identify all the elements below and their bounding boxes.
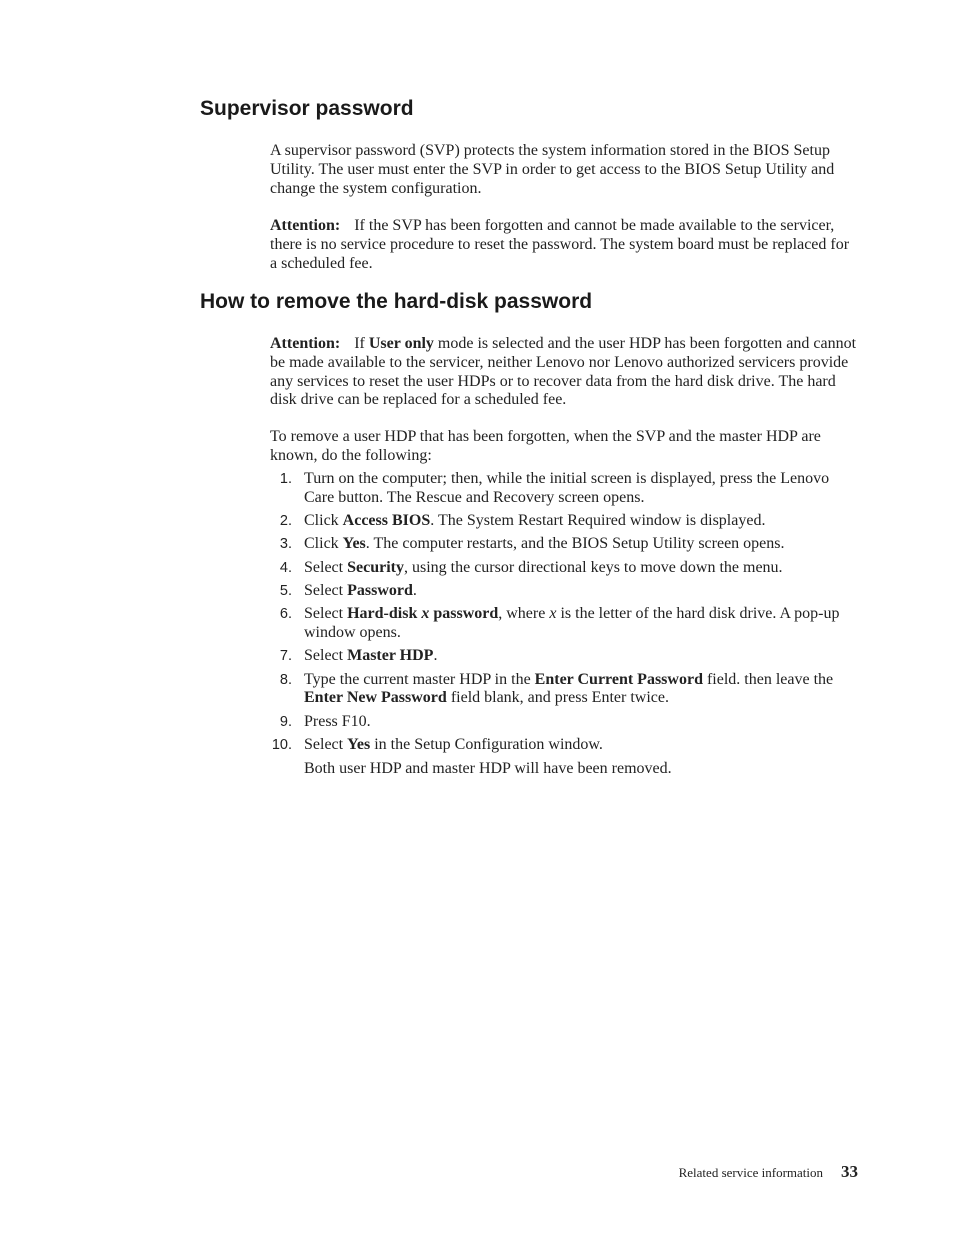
hdp-attention-note: Attention: If User only mode is selected and the user HDP has been forgotten and cannot be made available to the servicer, neither Lenovo nor Lenovo authorized servicers provide any services to reset the user HDPs or to recover data from the hard disk drive. The hard disk drive can be replaced for a scheduled fee. xyxy=(270,335,857,409)
page-footer xyxy=(679,1162,858,1182)
footer-label: Related service information xyxy=(678,1165,823,1180)
step-item: 3. Click Yes. The computer restarts, and the BIOS Setup Utility screen opens. xyxy=(279,535,785,553)
supervisor-password-paragraph: A supervisor password (SVP) protects the system information stored in the BIOS Setup Utility. The user must enter the SVP in order to get access to the BIOS Setup Utility and change the system configuration. xyxy=(270,142,835,197)
step-item: 5. Select Password. xyxy=(279,581,417,599)
remove-hdp-heading: How to remove the hard-disk password xyxy=(200,290,593,313)
step-item: 2. Click Access BIOS. The System Restart Required window is displayed. xyxy=(279,512,766,530)
step-item: 9. Press F10. xyxy=(279,712,371,730)
supervisor-attention-note xyxy=(270,217,860,273)
procedure-intro: To remove a user HDP that has been forgotten, when the SVP and the master HDP are known, do the following: xyxy=(270,428,821,464)
step-item: 8. Type the current master HDP in the Enter Current Password field. then leave the Enter New Password field blank, and press Enter twice. xyxy=(279,670,834,707)
step-item: 6. Select Hard-disk x password, where x is the letter of the hard disk drive. A pop-up window opens. xyxy=(279,605,840,642)
step-item: 7. Select Master HDP. xyxy=(279,647,438,665)
procedure-result-note: Both user HDP and master HDP will have been removed. xyxy=(304,759,672,777)
step-item: 1. Turn on the computer; then, while the initial screen is displayed, press the Lenovo Care button. The Rescue and Recovery screen opens. xyxy=(279,470,830,506)
step-item: 10. Select Yes in the Setup Configuration window. Both user HDP and master HDP will have been removed. xyxy=(270,736,860,779)
page-number: 33 xyxy=(841,1162,858,1181)
attention-label: Attention: xyxy=(270,217,341,234)
attention-text: If the SVP has been forgotten and cannot be made available to the servicer, there is no service procedure to reset the password. The system board must be replaced for a scheduled fee. xyxy=(270,217,850,272)
attention-label: Attention: xyxy=(270,335,341,352)
procedure-steps xyxy=(270,470,860,783)
user-only-term: User only xyxy=(368,335,434,352)
step-item: 4. Select Security, using the cursor directional keys to move down the menu. xyxy=(279,558,783,576)
supervisor-password-heading: Supervisor password xyxy=(200,97,414,120)
